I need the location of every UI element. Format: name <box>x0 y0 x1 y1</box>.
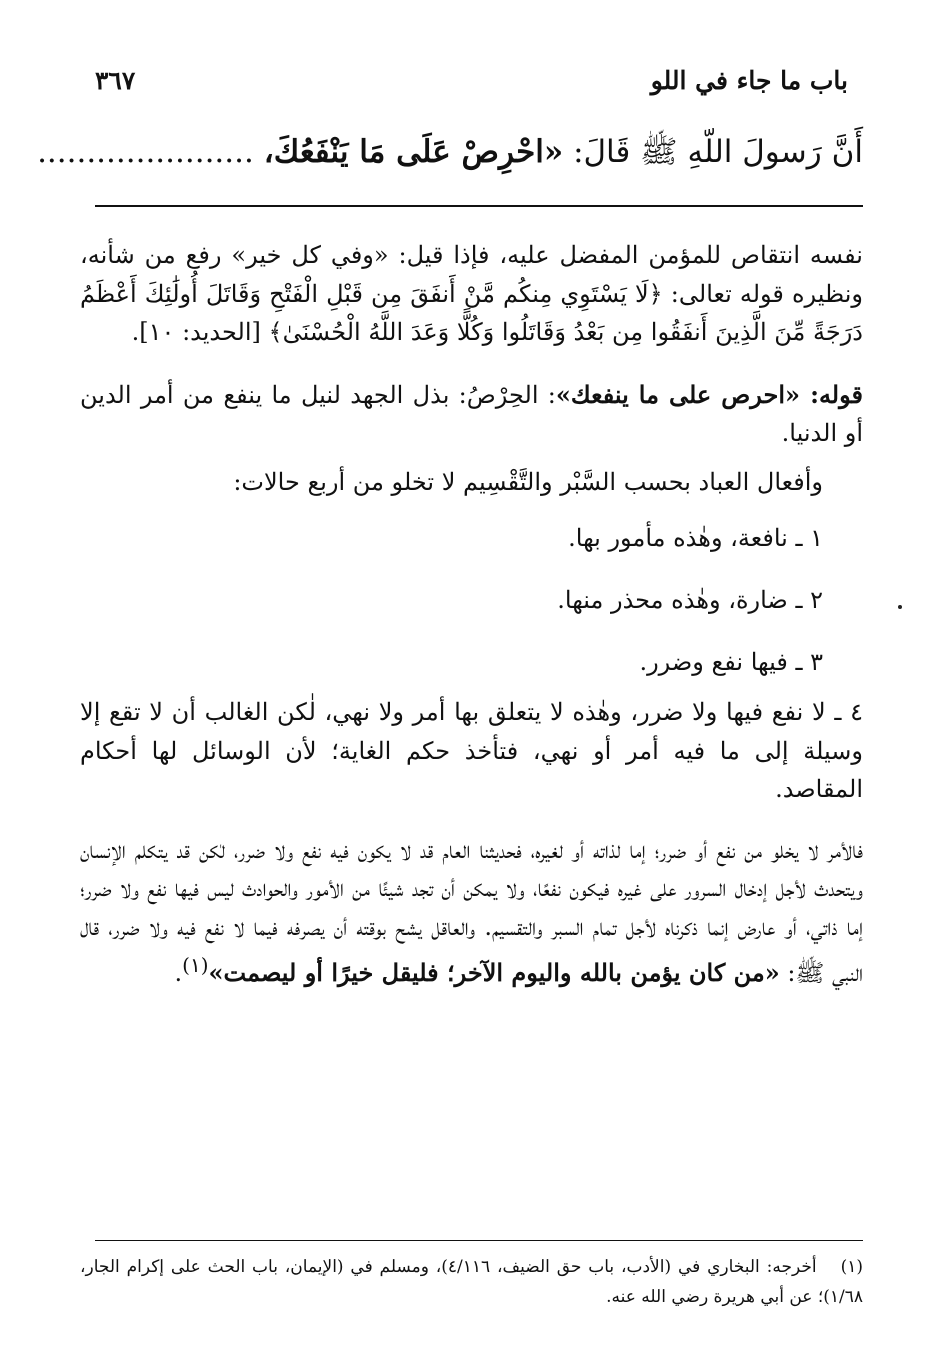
page-header <box>95 58 848 102</box>
paragraph-3: وأفعال العباد بحسب السَّبْر والتَّقْسِيم لا تخلو من أربع حالات: <box>233 467 823 496</box>
footnote-number: (١) <box>840 1257 864 1277</box>
hadith-dots: ...................... <box>37 134 264 170</box>
paragraph-5-text: فالأمر لا يخلو من نفع أو ضرر؛ إما لذاته أو لغيره، فحديثنا العام قد لا يكون فيه نفع ولا ضرر، لٰكن قد يتكلم الإنسان ويتحدث لأجل إدخال السرور على غيره فيكون نفعًا، ولا يمكن أن تجد شيئًا من الأمور والحوادث ليس فيها نفع ولا ضرر؛ إما ذاتي، أو عارض إنما ذكرناه لأجل تمام السبر والتقسيم. والعاقل يشح بوقته أن يصرفه فيما لا نفع فيه ولا ضرر، قال النبي ﷺ: <box>80 835 864 987</box>
scan-mark <box>898 605 902 609</box>
list-item: ٣ ـ فيها نفع وضرر. <box>639 648 823 676</box>
quran-reference: [الحديد: ١٠]. <box>131 318 269 346</box>
paragraph-2 <box>80 376 863 453</box>
paragraph-5 <box>80 831 863 993</box>
hadith-text-line <box>37 130 863 174</box>
paragraph-1-text: نفسه انتقاص للمؤمن المفضل عليه، فإذا قيل: «وفي كل خير» رفع من شأنه، ونظيره قوله تعالى: <box>80 241 863 308</box>
footnote-text: أخرجه: البخاري في (الأدب، باب حق الضيف، ٤/١١٦)، ومسلم في (الإيمان، باب الحث على إكرام الجار، ١/٦٨)؛ عن أبي هريرة رضي الله عنه. <box>80 1257 863 1307</box>
footnote-divider <box>95 1240 863 1241</box>
footnote-marker: (١) <box>182 953 209 977</box>
running-title: باب ما جاء في اللو <box>650 65 848 95</box>
hadith-prefix: أَنَّ رَسولَ اللّهِ ﷺ قَالَ: <box>563 134 863 170</box>
commentary-body <box>80 236 863 993</box>
paragraph-4: ٤ ـ لا نفع فيها ولا ضرر، وهٰذه لا يتعلق بها أمر ولا نهي، لٰكن الغالب أن لا تقع إلا وسيلة إلى ما فيه أمر أو نهي، فتأخذ حكم الغاية؛ لأن الوسائل لها أحكام المقاصد. <box>80 698 863 803</box>
text-commentary-divider <box>95 205 863 207</box>
paragraph-5-end: . <box>174 959 183 987</box>
page-number: ٣٦٧ <box>95 65 136 95</box>
paragraph-2-heading: قوله: «احرص على ما ينفعك» <box>555 379 863 409</box>
paragraph-1 <box>80 236 863 352</box>
list-item: ٢ ـ ضارة، وهٰذه محذر منها. <box>557 586 823 614</box>
list-item: ١ ـ نافعة، وهٰذه مأمور بها. <box>568 524 823 552</box>
paragraph-2-text: : الحِرْصُ: بذل الجهد لنيل ما ينفع من أمر الدين أو الدنيا. <box>80 380 863 447</box>
state-list <box>80 507 863 693</box>
footnote <box>80 1252 863 1312</box>
quran-verse: ﴿لَا يَسْتَوِي مِنكُم مَّنْ أَنفَقَ مِن قَبْلِ الْفَتْحِ وَقَاتَلَ أُولَٰئِكَ أَعْظَمُ دَرَجَةً مِّنَ الَّذِينَ أَنفَقُوا مِن بَعْدُ وَقَاتَلُوا وَكُلًّا وَعَدَ اللَّهُ الْحُسْنَىٰ﴾ <box>80 279 863 346</box>
hadith-quote: «احْرِصْ عَلَى مَا يَنْفَعُكَ، <box>263 134 564 170</box>
hadith-citation: «من كان يؤمن بالله واليوم الآخر؛ فليقل خيرًا أو ليصمت» <box>208 958 780 987</box>
